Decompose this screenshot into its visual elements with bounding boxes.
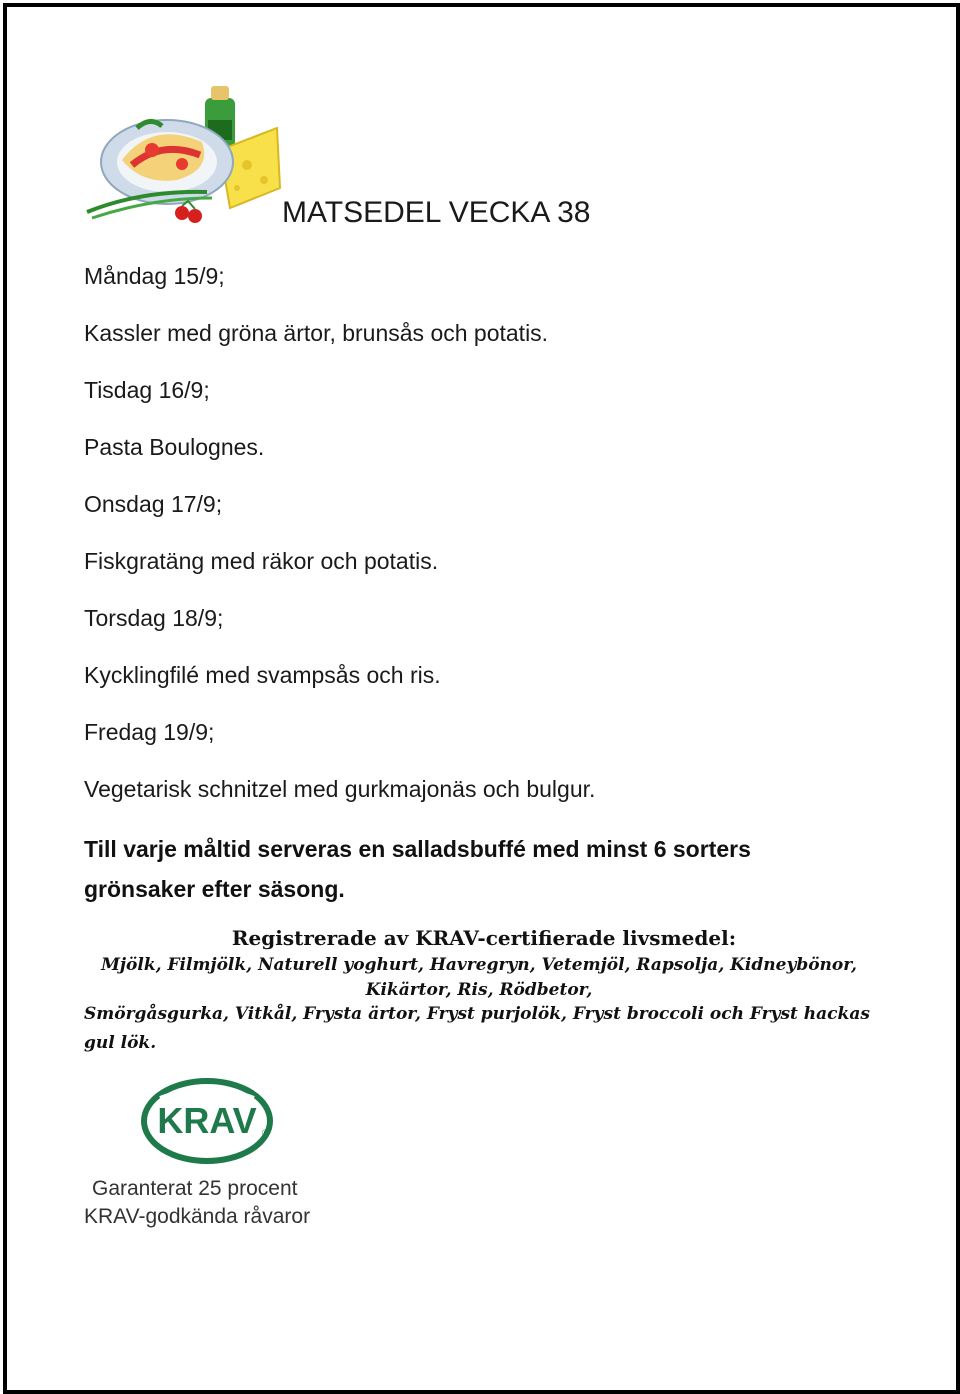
krav-list-line-4: gul lök. — [84, 1033, 157, 1053]
krav-list-line-3: Smörgåsgurka, Vitkål, Frysta ärtor, Fryst purjolök, Fryst broccoli och Fryst hackas — [84, 1004, 870, 1024]
dish-monday: Kassler med gröna ärtor, brunsås och potatis. — [84, 320, 549, 346]
day-wednesday: Onsdag 17/9; — [84, 491, 223, 517]
day-thursday: Torsdag 18/9; — [84, 605, 224, 631]
krav-list-line-2: Kikärtor, Ris, Rödbetor, — [365, 980, 593, 1000]
day-tuesday: Tisdag 16/9; — [84, 377, 210, 403]
dish-thursday: Kycklingfilé med svampsås och ris. — [84, 662, 441, 688]
krav-list-line-1: Mjölk, Filmjölk, Naturell yoghurt, Havregryn, Vetemjöl, Rapsolja, Kidneybönor, — [101, 955, 857, 975]
krav-caption-line-1: Garanterat 25 procent — [92, 1177, 298, 1200]
krav-caption-line-2: KRAV-godkända råvaror — [84, 1205, 311, 1228]
krav-logo-icon — [140, 1076, 275, 1166]
krav-logo-text: KRAV — [157, 1100, 257, 1141]
salad-buffet-notice: Till varje måltid serveras en salladsbuffé med minst 6 sorters grönsaker efter säsong. — [84, 836, 751, 902]
dish-wednesday: Fiskgratäng med räkor och potatis. — [84, 548, 439, 574]
dish-tuesday: Pasta Boulognes. — [84, 434, 265, 460]
day-friday: Fredag 19/9; — [84, 719, 215, 745]
food-illustration-icon — [82, 80, 282, 230]
dish-friday: Vegetarisk schnitzel med gurkmajonäs och bulgur. — [84, 776, 596, 802]
day-monday: Måndag 15/9; — [84, 263, 225, 289]
svg-text:®: ® — [262, 1128, 269, 1138]
krav-heading: Registrerade av KRAV-certifierade livsmedel: — [231, 926, 737, 950]
page-title: MATSEDEL VECKA 38 — [282, 196, 591, 229]
